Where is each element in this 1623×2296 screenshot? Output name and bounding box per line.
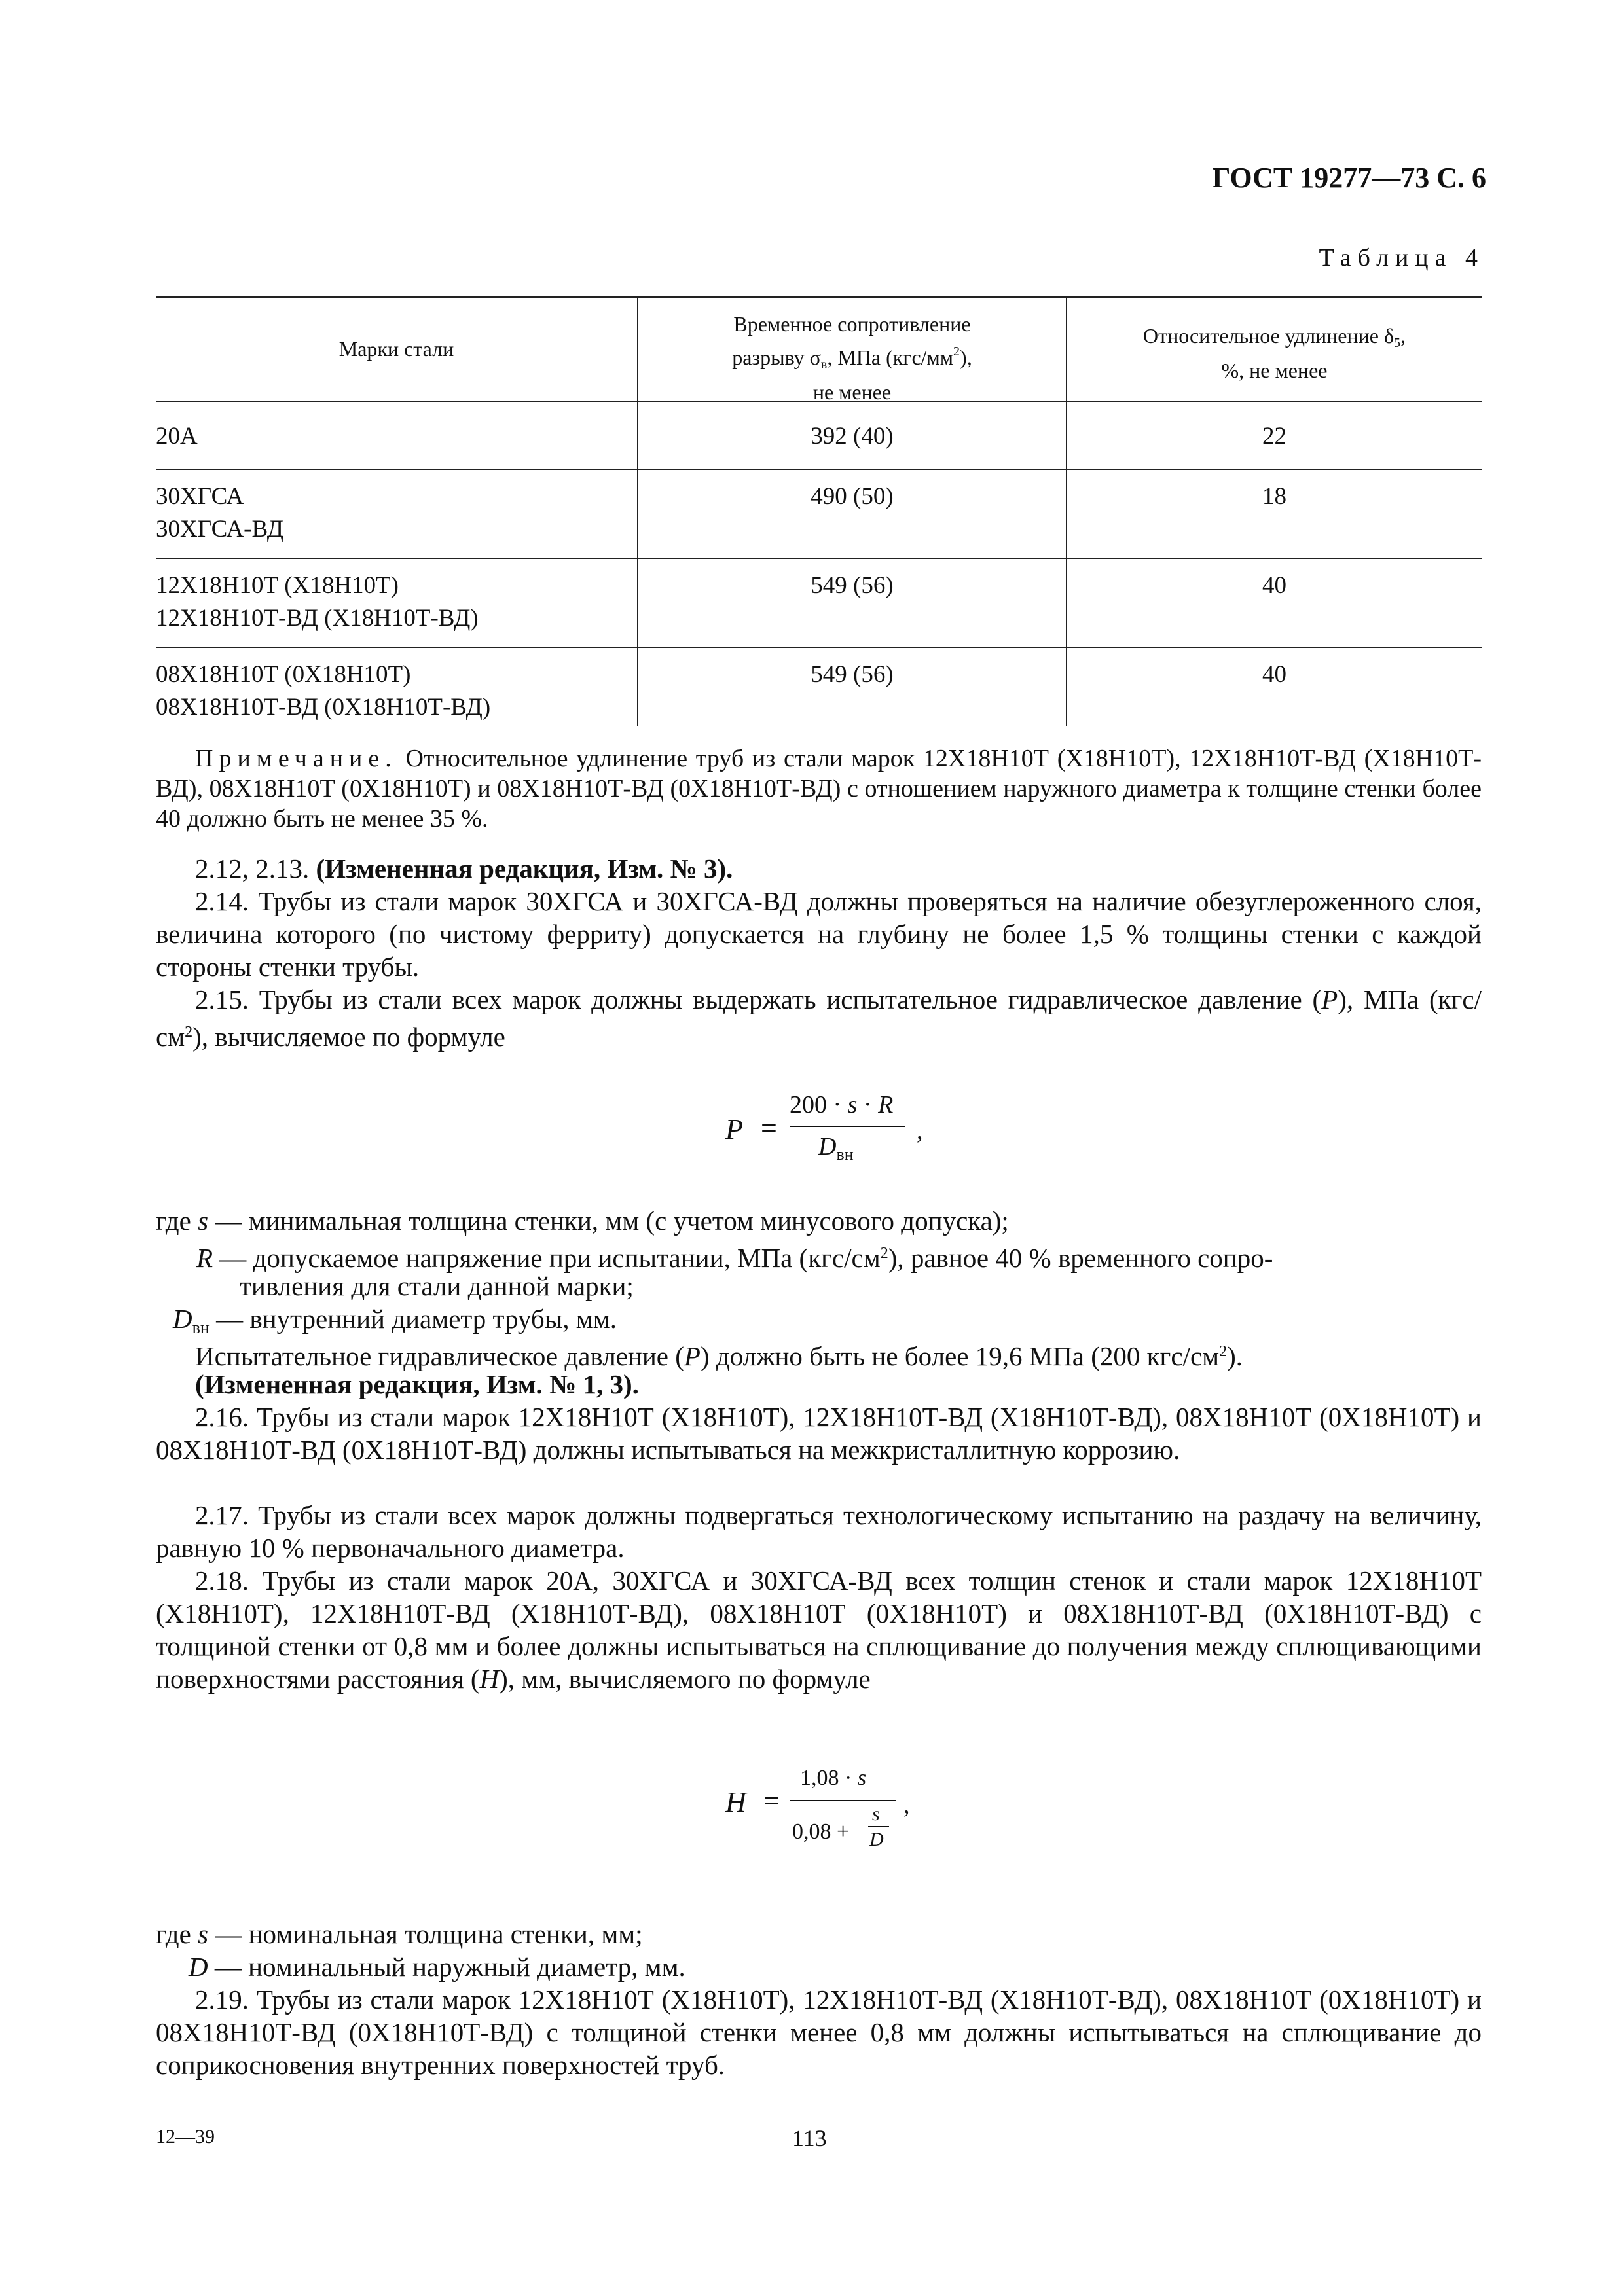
table-cell-elongation: 18	[1262, 483, 1286, 510]
table-top-rule	[156, 296, 1482, 298]
table-header-strength: Временное сопротивление разрыву $\sigma_в$, МПа $(кгс/мм^2)$, не менее	[732, 312, 972, 404]
table-cell-strength: 549 (56)	[811, 661, 894, 688]
table-caption: Таблица 4	[1319, 244, 1484, 272]
definition-dvn: $D_{вн}$ — внутренний диаметр трубы, мм.	[173, 1304, 617, 1337]
table-row-rule	[156, 647, 1482, 648]
amendment-note: (Измененная редакция, Изм. № 1, 3).	[195, 1369, 639, 1399]
table-cell-elongation: 22	[1262, 423, 1286, 450]
table-cell-elongation: 40	[1262, 572, 1286, 599]
paragraph-2-14: 2.14. Трубы из стали марок 30ХГСА и 30ХГСА-ВД должны проверяться на наличие обезуглероженного слоя, величина которого (по чистому ферриту) допускается на глубину не более 1,5 % толщины стенки с каждой стороны стенки трубы.	[156, 886, 1482, 982]
table-cell-strength: 490 (50)	[811, 483, 894, 510]
paragraph-2-16: 2.16. Трубы из стали марок 12Х18Н10Т (Х18Н10Т), 12Х18Н10Т-ВД (Х18Н10Т-ВД), 08Х18Н10Т (0Х18Н10Т) и 08Х18Н10Т-ВД (0Х18Н10Т-ВД) должны испытываться на межкристаллитную коррозию.	[156, 1402, 1482, 1465]
table-header-grade: Марки стали	[338, 337, 454, 361]
paragraph-2-15: 2.15. Трубы из стали всех марок должны выдержать испытательное гидравлическое давление (P), МПа $(кгс/см^2)$, вычисляемое по формуле	[156, 984, 1482, 1052]
definition-d: D — номинальный наружный диаметр, мм.	[189, 1952, 685, 1982]
table-cell-strength: 392 (40)	[811, 423, 894, 450]
pressure-limit: Испытательное гидравлическое давление (P) должно быть не более 19,6 МПа (200 кгс/$см^2$).	[195, 1341, 1243, 1371]
fraction-bar	[790, 1126, 905, 1127]
page-number: 113	[792, 2125, 827, 2151]
table-note: Примечание. Относительное удлинение труб из стали марок 12Х18Н10Т (Х18Н10Т), 12Х18Н10Т-ВД (Х18Н10Т-ВД), 08Х18Н10Т (0Х18Н10Т) и 08Х18Н10Т-ВД (0Х18Н10Т-ВД) с отношением наружного диаметра к толщине стенки более 40 должно быть не менее 35 %.	[156, 745, 1482, 833]
paragraph-2-12: 2.12, 2.13. (Измененная редакция, Изм. № 3).	[195, 853, 733, 884]
table-cell-strength: 549 (56)	[811, 572, 894, 599]
table-cell-grade: 12Х18Н10Т (Х18Н10Т) 12Х18Н10Т-ВД (Х18Н10Т-ВД)	[156, 572, 479, 632]
paragraph-2-18: 2.18. Трубы из стали марок 20А, 30ХГСА и 30ХГСА-ВД всех толщин стенок и стали марок 12Х18Н10Т (Х18Н10Т), 12Х18Н10Т-ВД (Х18Н10Т-ВД), 08Х18Н10Т (0Х18Н10Т) и 08Х18Н10Т-ВД (0Х18Н10Т-ВД) с толщиной стенки от 0,8 мм и более должны испытываться на сплющивание до получения между сплющивающими поверхностями расстояния (H), мм, вычисляемого по формуле	[156, 1566, 1482, 1694]
definition-r: R — допускаемое напряжение при испытании, МПа $(кгс/см^2)$, равное 40 % временного сопро-	[196, 1243, 1273, 1273]
definition-r-cont: тивления для стали данной марки;	[240, 1271, 634, 1301]
fraction-bar	[790, 1800, 896, 1801]
table-header-elongation: Относительное удлинение $\delta_5$, %, не менее	[1142, 324, 1406, 382]
document-header: ГОСТ 19277—73 С. 6	[1212, 162, 1486, 194]
table-cell-grade: 08Х18Н10Т (0Х18Н10Т) 08Х18Н10Т-ВД (0Х18Н10Т-ВД)	[156, 661, 491, 721]
table-cell-elongation: 40	[1262, 661, 1286, 688]
paragraph-2-19: 2.19. Трубы из стали марок 12Х18Н10Т (Х18Н10Т), 12Х18Н10Т-ВД (Х18Н10Т-ВД), 08Х18Н10Т (0Х18Н10Т) и 08Х18Н10Т-ВД (0Х18Н10Т-ВД) с толщиной стенки менее 0,8 мм должны испытываться на сплющивание до соприкосновения внутренних поверхностей труб.	[156, 1984, 1482, 2080]
table-row-rule	[156, 469, 1482, 470]
definition-s-min: где s — минимальная толщина стенки, мм (с учетом минусового допуска);	[156, 1206, 1009, 1236]
footer-code: 12—39	[156, 2126, 215, 2147]
fraction-bar-small	[868, 1826, 889, 1827]
paragraph-2-17: 2.17. Трубы из стали всех марок должны подвергаться технологическому испытанию на раздачу на величину, равную 10 % первоначального диаметра.	[156, 1500, 1482, 1563]
definition-s-nom: где s — номинальная толщина стенки, мм;	[156, 1919, 643, 1949]
table-cell-grade: 30ХГСА 30ХГСА-ВД	[156, 483, 284, 543]
table-cell-grade: 20А	[156, 423, 198, 450]
table-row-rule	[156, 558, 1482, 559]
